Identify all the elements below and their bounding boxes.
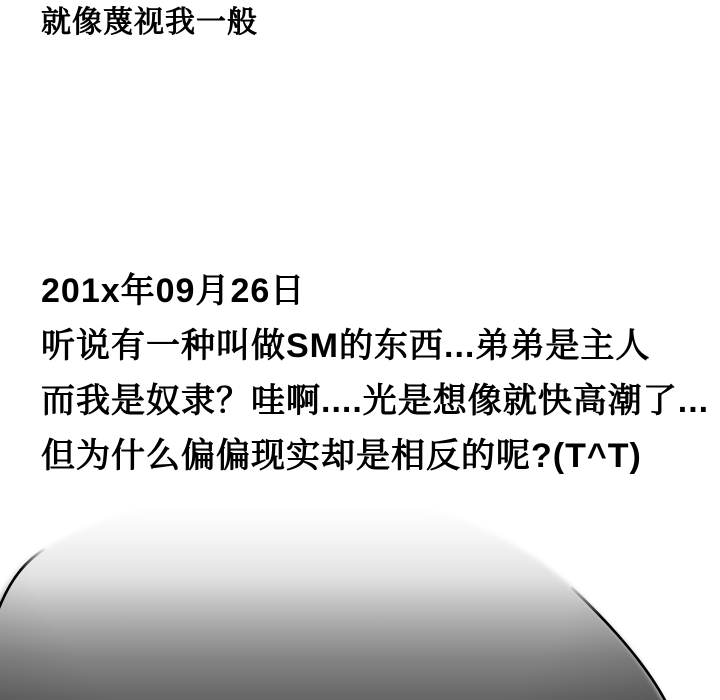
diary-date: 201x年09月26日 [41,272,306,310]
diary-line-3: 但为什么偏偏现实却是相反的呢?(T^T) [41,437,642,475]
diary-line-2: 而我是奴隶？哇啊....光是想像就快高潮了... [41,382,710,420]
diary-line-1: 听说有一种叫做SM的东西...弟弟是主人 [41,327,651,365]
caption-text: 就像蔑视我一般 [41,6,258,39]
dome-edge-shading [0,489,670,700]
